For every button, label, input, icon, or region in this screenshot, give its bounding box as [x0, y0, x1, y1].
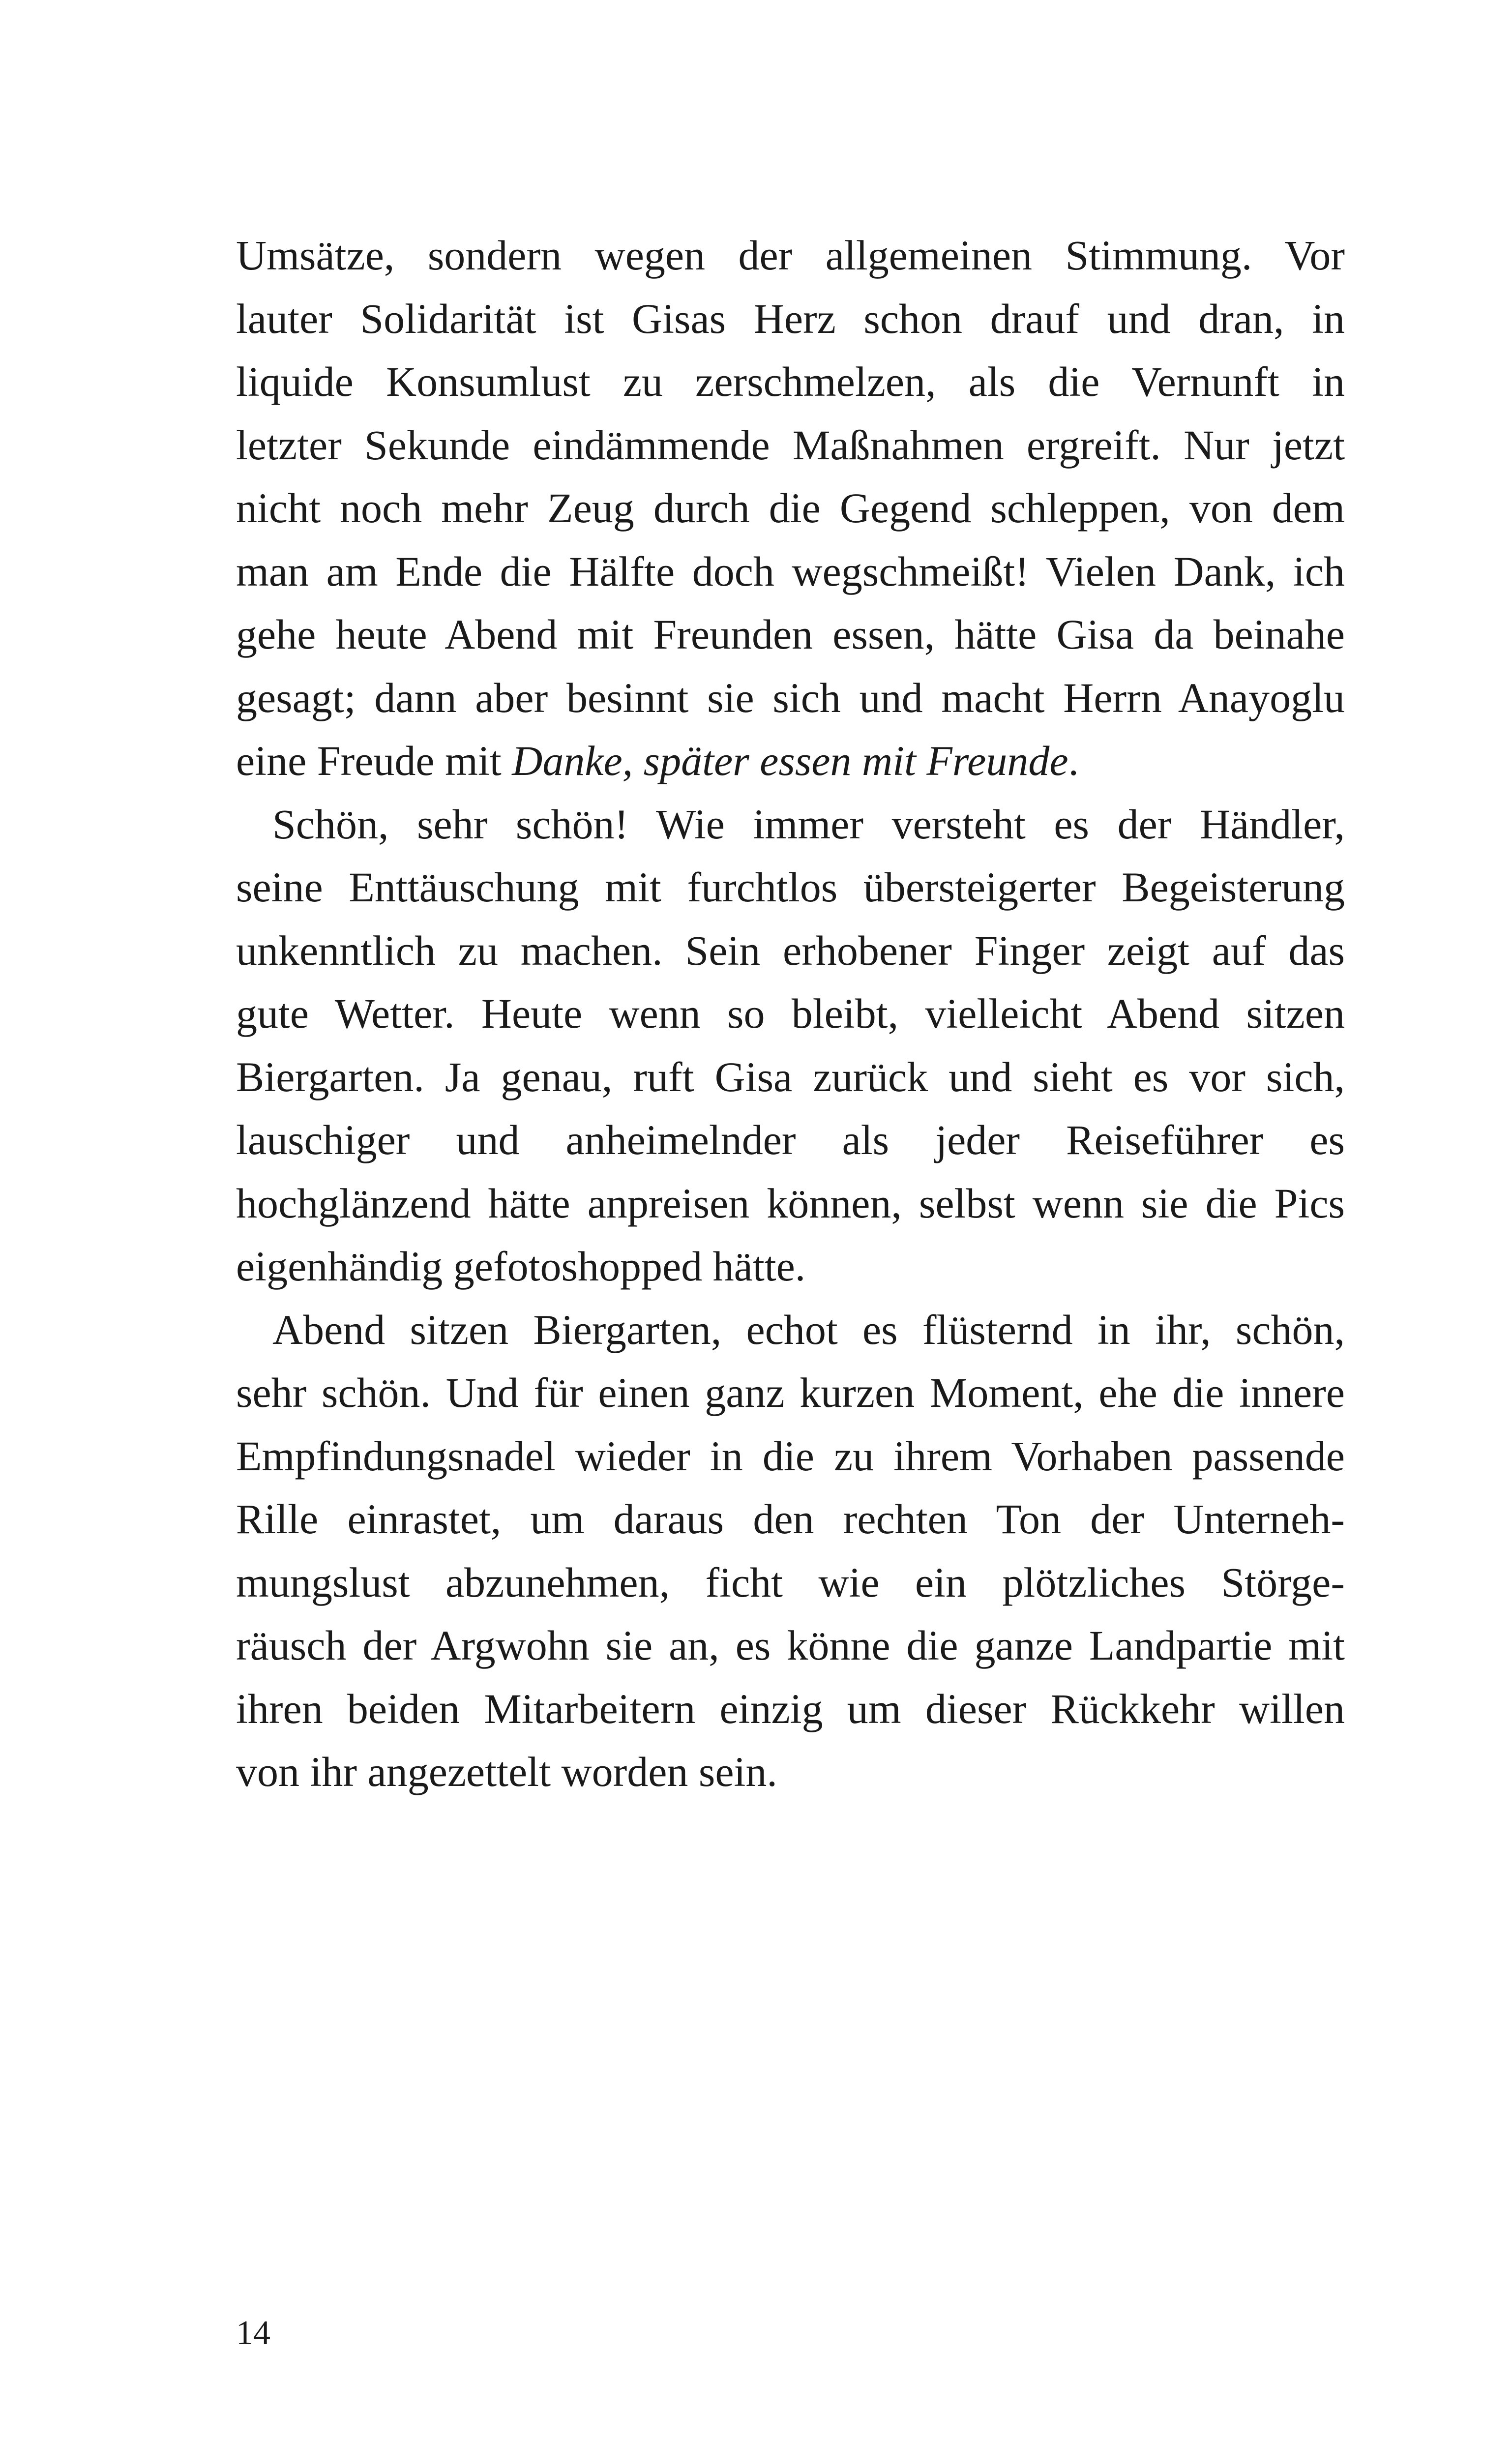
text-line: räusch der Argwohn sie an, es könne die ganze Landpartie mit	[236, 1622, 1345, 1669]
page-number: 14	[236, 2314, 270, 2352]
text-line: man am Ende die Hälfte doch wegschmeißt! Vielen Dank, ich	[236, 547, 1345, 595]
text-line: lauschiger und anheimelnder als jeder Reiseführer es	[236, 1116, 1345, 1163]
text-line: Biergarten. Ja genau, ruft Gisa zurück und sieht es vor sich,	[236, 1053, 1345, 1100]
text-line: gesagt; dann aber besinnt sie sich und macht Herrn Anayoglu	[236, 674, 1345, 721]
text-line: sehr schön. Und für einen ganz kurzen Moment, ehe die innere	[236, 1369, 1345, 1416]
text-line-last: von ihr angezettelt worden sein.	[236, 1748, 777, 1795]
text-line-last	[236, 729, 1345, 793]
text-line: nicht noch mehr Zeug durch die Gegend schleppen, von dem	[236, 484, 1345, 532]
text-line: liquide Konsumlust zu zerschmelzen, als die Vernunft in	[236, 358, 1345, 405]
text-line: mungslust abzunehmen, ficht wie ein plötzliches Störge-	[236, 1558, 1345, 1606]
text-line: ihren beiden Mitarbeitern einzig um dieser Rückkehr willen	[236, 1685, 1345, 1732]
text-run: eine Freude mit	[236, 737, 512, 784]
text-line: gute Wetter. Heute wenn so bleibt, vielleicht Abend sitzen	[236, 990, 1345, 1037]
text-line: seine Enttäuschung mit furchtlos übersteigerter Begeisterung	[236, 863, 1345, 911]
text-line: Umsätze, sondern wegen der allgemeinen Stimmung. Vor	[236, 232, 1345, 279]
text-line-last: eigenhändig gefotoshopped hätte.	[236, 1243, 806, 1290]
text-line: lauter Solidarität ist Gisas Herz schon drauf und dran, in	[236, 295, 1345, 342]
text-line: gehe heute Abend mit Freunden essen, hätte Gisa da beinahe	[236, 611, 1345, 658]
text-line: hochglänzend hätte anpreisen können, selbst wenn sie die Pics	[236, 1179, 1345, 1227]
text-line: Abend sitzen Biergarten, echot es flüsternd in ihr, schön,	[272, 1306, 1345, 1353]
italic-quote: Danke, später essen mit Freunde	[512, 737, 1068, 784]
paragraph-2	[236, 793, 1345, 1298]
text-line: unkenntlich zu machen. Sein erhobener Finger zeigt auf das	[236, 926, 1345, 974]
text-line: Rille einrastet, um daraus den rechten Ton der Unterneh-	[236, 1495, 1345, 1543]
body-text	[236, 224, 1345, 1804]
text-line: letzter Sekunde eindämmende Maßnahmen ergreift. Nur jetzt	[236, 421, 1345, 469]
text-run: .	[1068, 737, 1079, 784]
text-line: Empfindungsnadel wieder in die zu ihrem Vorhaben passende	[236, 1432, 1345, 1480]
paragraph-3	[236, 1298, 1345, 1804]
text-line: Schön, sehr schön! Wie immer versteht es der Händler,	[272, 800, 1345, 848]
paragraph-1	[236, 224, 1345, 793]
